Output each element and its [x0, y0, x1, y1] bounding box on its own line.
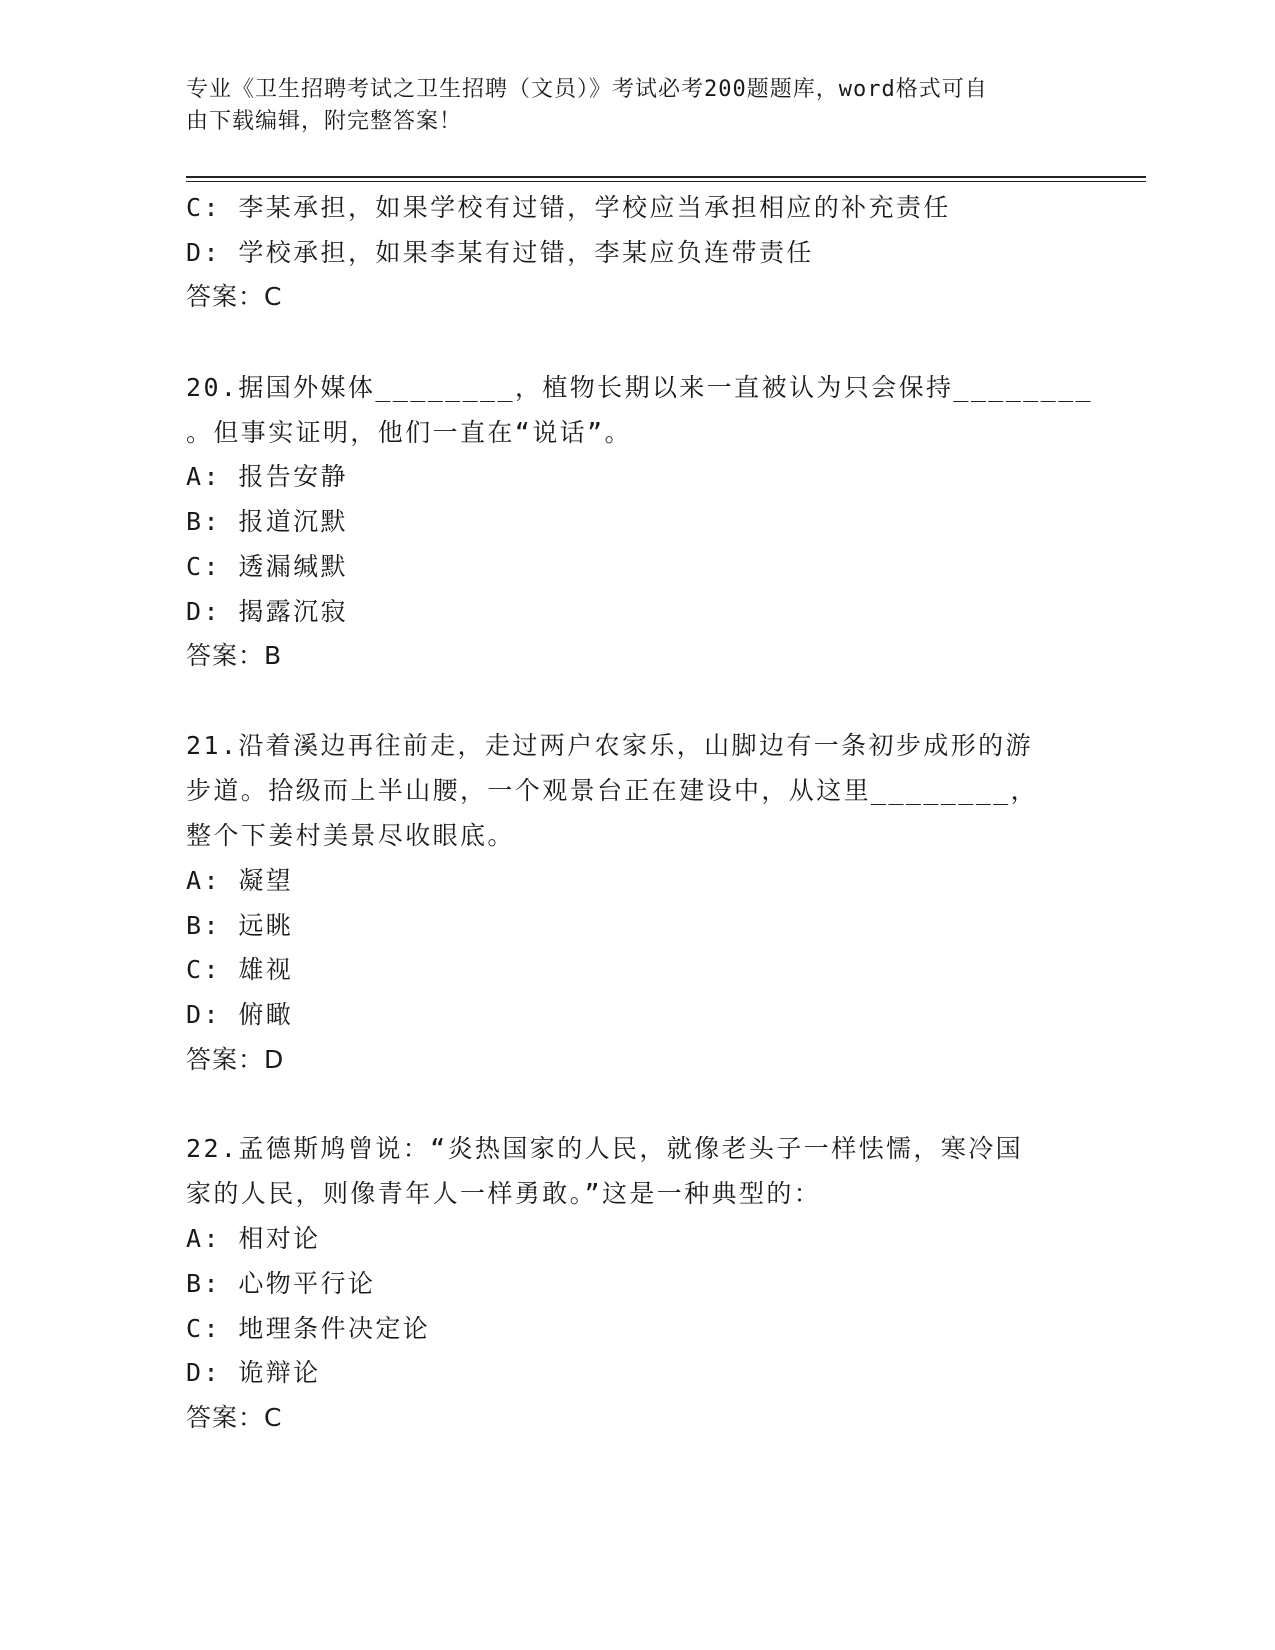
header-divider-thin: [186, 181, 1146, 182]
q22-stem-line-1: 22.孟德斯鸠曾说：“炎热国家的人民，就像老头子一样怯懦，寒冷国: [186, 1134, 1024, 1163]
q21-option-a: A: 凝望: [186, 866, 294, 895]
q21-stem-line-2: 步道。拾级而上半山腰，一个观景台正在建设中，从这里________，: [186, 776, 1039, 805]
q21-answer: 答案：D: [186, 1045, 285, 1074]
header-line-1: 专业《卫生招聘考试之卫生招聘（文员）》考试必考200题题库，word格式可自: [186, 77, 988, 102]
q21-option-c: C: 雄视: [186, 955, 294, 984]
q21-stem-line-3: 整个下姜村美景尽收眼底。: [186, 821, 515, 850]
q22-stem-line-2: 家的人民，则像青年人一样勇敢。”这是一种典型的：: [186, 1179, 822, 1208]
q22-option-c: C: 地理条件决定论: [186, 1314, 431, 1343]
q20-option-d: D: 揭露沉寂: [186, 597, 348, 626]
q20-option-c: C: 透漏缄默: [186, 552, 348, 581]
q21-option-b: B: 远眺: [186, 911, 294, 940]
header-divider-thick: [186, 176, 1146, 178]
document-header: [186, 74, 1066, 138]
header-line-2: 由下载编辑，附完整答案！: [186, 109, 463, 134]
q20-answer: 答案：B: [186, 641, 283, 670]
q22-answer: 答案：C: [186, 1403, 283, 1432]
prev-option-c: C: 李某承担，如果学校有过错，学校应当承担相应的补充责任: [186, 193, 951, 222]
prev-option-d: D: 学校承担，如果李某有过错，李某应负连带责任: [186, 238, 814, 267]
q20-stem-line-2: 。但事实证明，他们一直在“说话”。: [186, 418, 632, 447]
q22-option-b: B: 心物平行论: [186, 1269, 376, 1298]
prev-answer: 答案：C: [186, 282, 283, 311]
q20-stem-line-1: 20.据国外媒体________，植物长期以来一直被认为只会保持________: [186, 373, 1093, 402]
q20-option-a: A: 报告安静: [186, 462, 348, 491]
q21-stem-line-1: 21.沿着溪边再往前走，走过两户农家乐，山脚边有一条初步成形的游: [186, 731, 1033, 760]
q22-option-a: A: 相对论: [186, 1224, 321, 1253]
q20-option-b: B: 报道沉默: [186, 507, 348, 536]
q22-option-d: D: 诡辩论: [186, 1358, 321, 1387]
q21-option-d: D: 俯瞰: [186, 1000, 294, 1029]
